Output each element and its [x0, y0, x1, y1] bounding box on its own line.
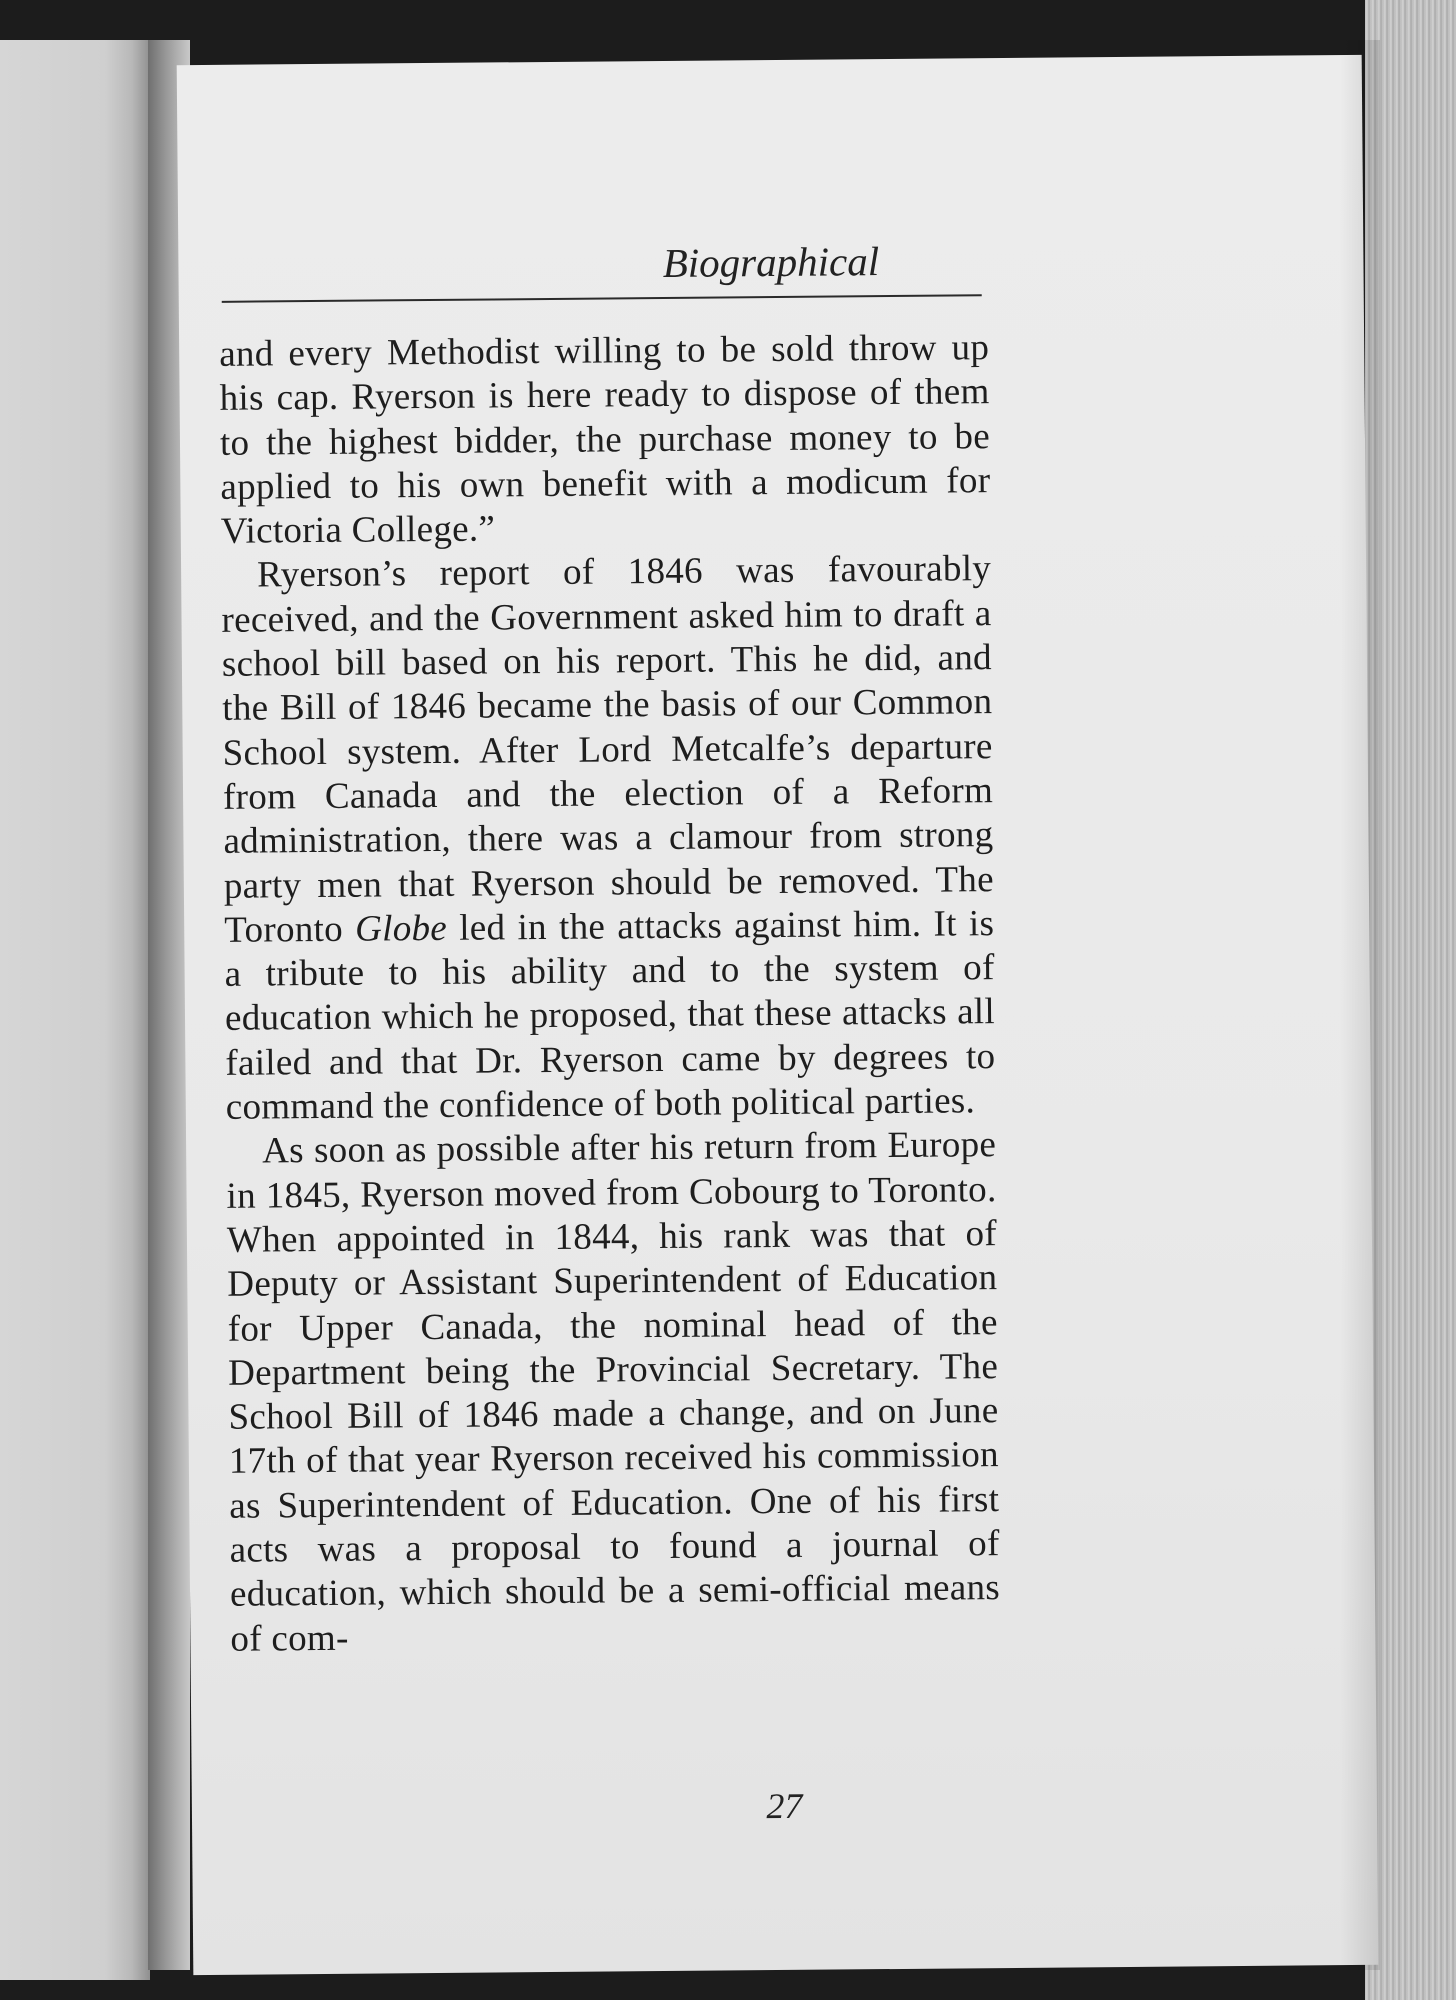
body-text: [219, 326, 1001, 1662]
paragraph-2-text-b: led in the attacks against him. It is a tribute to his ability and to the system of education which he proposed, that these attacks all failed and that Dr. Ryerson came by degrees to command the confidence of both political parties.: [224, 902, 996, 1128]
page-edge-shadow: [1340, 40, 1380, 1970]
running-head: Biographical: [662, 238, 880, 286]
page-number: 27: [766, 1785, 803, 1827]
newspaper-title-globe: Globe: [354, 907, 448, 950]
header-rule: [222, 294, 982, 303]
paragraph-1-text: and every Methodist willing to be sold throw up his cap. Ryerson is here ready to dispose of them to the highest bidder, the purchase money to be applied to his own benefit with a modicum for Victoria College.”: [219, 327, 991, 553]
paragraph-3: [226, 1123, 1001, 1661]
paragraph-3-text: As soon as possible after his return from Europe in 1845, Ryerson moved from Cobourg to Toronto. When appointed in 1844, his rank was that of Deputy or Assistant Superintendent of Education for Upper Canada, the nominal head of the Department being the Provincial Secretary. The School Bill of 1846 made a change, and on June 17th of that year Ryerson received his commission as Superintendent of Education. One of his first acts was a proposal to found a journal of education, which should be a semi-official means of com-: [226, 1124, 1001, 1660]
paragraph-1: [219, 326, 991, 554]
paragraph-2-text-a: Ryerson’s report of 1846 was favourably received, and the Government asked him to draft a school bill based on his report. This he did, and the Bill of 1846 became the basis of our Common School system. After Lord Metcalfe’s departure from Canada and the election of a Reform administration, there was a clamour from strong party men that Ryerson should be removed. The Toronto: [221, 548, 995, 951]
paragraph-2: [221, 548, 996, 1131]
left-page: [0, 40, 150, 1980]
right-page: [177, 55, 1379, 1975]
